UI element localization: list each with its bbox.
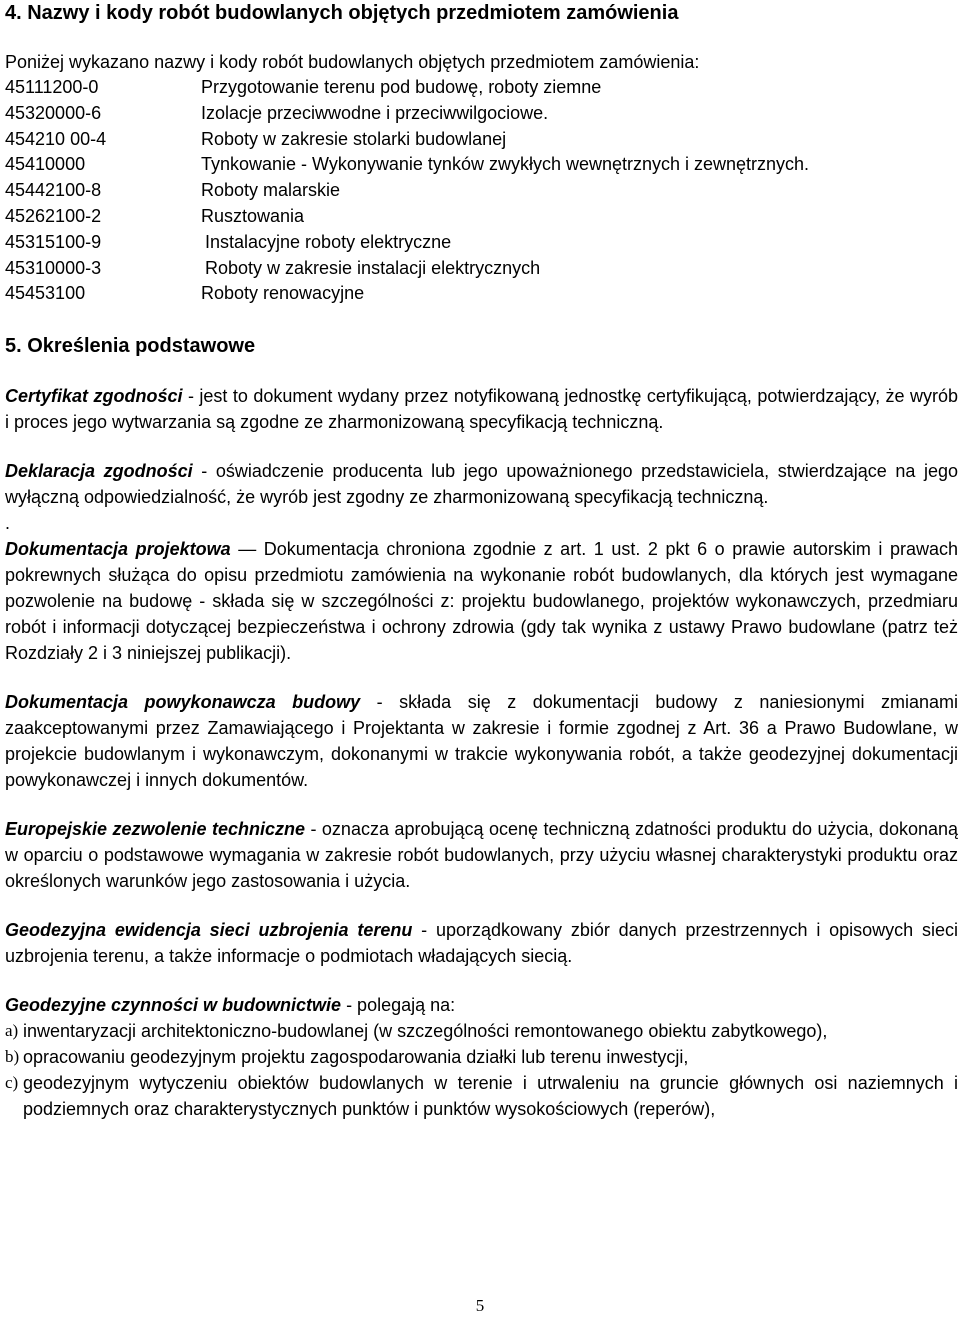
- code-row: [5, 204, 809, 230]
- code-description: Tynkowanie - Wykonywanie tynków zwykłych wewnętrznych i zewnętrznych.: [201, 154, 810, 175]
- list-marker: a): [5, 1021, 19, 1040]
- definition-paragraph: [5, 689, 958, 793]
- list-marker: c): [5, 1073, 19, 1092]
- definition-term: Deklaracja zgodności: [5, 461, 193, 481]
- page-number: 5: [475, 1296, 485, 1315]
- code-value: 45111200-0: [5, 77, 99, 97]
- code-row: [5, 230, 809, 256]
- code-description: Roboty malarskie: [201, 180, 341, 201]
- definition-term: Dokumentacja projektowa: [5, 539, 231, 559]
- definition-paragraph: [5, 536, 958, 666]
- code-row: [5, 152, 809, 178]
- code-row: [5, 127, 809, 153]
- code-value: 45410000: [5, 154, 86, 175]
- definition-term: Geodezyjna ewidencja sieci uzbrojenia terenu: [5, 920, 413, 940]
- code-value: 45320000-6: [5, 102, 102, 123]
- list-item: [5, 1070, 958, 1122]
- definition-term: Dokumentacja powykonawcza budowy: [5, 692, 361, 712]
- code-description: Roboty w zakresie stolarki budowlanej: [201, 128, 507, 149]
- code-row: [5, 281, 809, 307]
- list-item: [5, 1018, 958, 1044]
- definition-text: - uporządkowany zbiór danych przestrzennych i opisowych sieci uzbrojenia terenu, a także informacje o podmiotach władających siecią.: [5, 920, 959, 966]
- code-value: 454210 00-4: [5, 128, 107, 149]
- definition-term: Certyfikat zgodności: [5, 386, 183, 406]
- code-description: Instalacyjne roboty elektryczne: [205, 231, 452, 252]
- definition-term: Europejskie zezwolenie techniczne: [5, 819, 306, 839]
- code-description: Roboty renowacyjne: [201, 283, 365, 304]
- surveying-activities-list: [5, 1018, 958, 1122]
- code-description: Przygotowanie terenu pod budowę, roboty ziemne: [201, 77, 602, 97]
- code-description: Izolacje przeciwwodne i przeciwwilgociowe.: [201, 102, 549, 123]
- code-row: [5, 256, 809, 282]
- definition-paragraph: [5, 917, 958, 969]
- code-value: 45453100: [5, 283, 86, 304]
- definition-text: - jest to dokument wydany przez notyfikowaną jednostkę certyfikującą, potwierdzający, że wyrób i proces jego wytwarzania są zgodne ze zharmonizowaną specyfikacją techniczną.: [5, 386, 959, 432]
- definition-text: - polegają na:: [341, 995, 456, 1015]
- list-item-text: opracowaniu geodezyjnym projektu zagospodarowania działki lub terenu inwestycji,: [23, 1047, 689, 1067]
- definition-paragraph: [5, 816, 958, 894]
- definition-text: - oznacza aprobującą ocenę techniczną zdatności produktu do użycia, dokonaną w oparciu o podstawowe wymagania w zakresie robót budowlanych, przy użyciu własnej charakterystyki produktu oraz określonych warunków jego zastosowania i użycia.: [5, 819, 959, 891]
- list-item-text: geodezyjnym wytyczeniu obiektów budowlanych w terenie i utrwaleniu na gruncie głównych osi naziemnych i podziemnych oraz charakterystycznych punktów i punktów wysokościowych (reperów),: [23, 1073, 958, 1119]
- definition-paragraph: [5, 458, 958, 510]
- works-code-list: [5, 75, 809, 307]
- section-5-heading: 5. Określenia podstawowe: [5, 335, 256, 357]
- code-description: Roboty w zakresie instalacji elektrycznych: [205, 257, 541, 278]
- section-4-intro: Poniżej wykazano nazwy i kody robót budowlanych objętych przedmiotem zamówienia:: [5, 52, 700, 72]
- definition-paragraph: [5, 992, 958, 1018]
- definition-text: - składa się z dokumentacji budowy z naniesionymi zmianami zaakceptowanymi przez Zamawiającego i Projektanta w zakresie i formie zgodnej z Art. 36 a Prawo Budowlane, w projekcie budowlanym i wykonawczym, dokonanymi w trakcie wykonywania robót, a także geodezyjnej dokumentacji powykonawczej i innych dokumentów.: [5, 692, 958, 790]
- code-value: 45315100-9: [5, 231, 102, 252]
- definitions-list: [5, 383, 958, 1122]
- definition-paragraph: [5, 383, 958, 435]
- definition-text: — Dokumentacja chroniona zgodnie z art. 1 ust. 2 pkt 6 o prawie autorskim i prawach pokrewnych służąca do opisu przedmiotu zamówienia na wykonanie robót budowlanych, dla których jest wymagane pozwolenie na budowę - składa się w szczególności z: projektu budowlanego, projektów wykonawczych, przedmiaru robót i informacji dotyczącej bezpieczeństwa i ochrony zdrowia (gdy tak wynika z ustawy Prawo budowlane (patrz też Rozdziały 2 i 3 niniejszej publikacji).: [5, 539, 958, 663]
- list-item-text: inwentaryzacji architektoniczno-budowlanej (w szczególności remontowanego obiektu zabytkowego),: [23, 1021, 828, 1041]
- code-row: [5, 101, 809, 127]
- section-4-heading: 4. Nazwy i kody robót budowlanych objętych przedmiotem zamówienia: [5, 2, 679, 24]
- code-row: [5, 178, 809, 204]
- dot-separator: .: [5, 513, 11, 533]
- definition-text: - oświadczenie producenta lub jego upoważnionego przedstawiciela, stwierdzające na jego wyłączną odpowiedzialność, że wyrób jest zgodny ze zharmonizowaną specyfikacją techniczną.: [5, 461, 959, 507]
- code-value: 45442100-8: [5, 180, 102, 201]
- code-value: 45310000-3: [5, 257, 102, 278]
- list-marker: b): [5, 1047, 20, 1066]
- code-value: 45262100-2: [5, 205, 102, 226]
- code-row: [5, 75, 809, 101]
- definition-term: Geodezyjne czynności w budownictwie: [5, 995, 342, 1015]
- code-description: Rusztowania: [201, 205, 305, 226]
- list-item: [5, 1044, 958, 1070]
